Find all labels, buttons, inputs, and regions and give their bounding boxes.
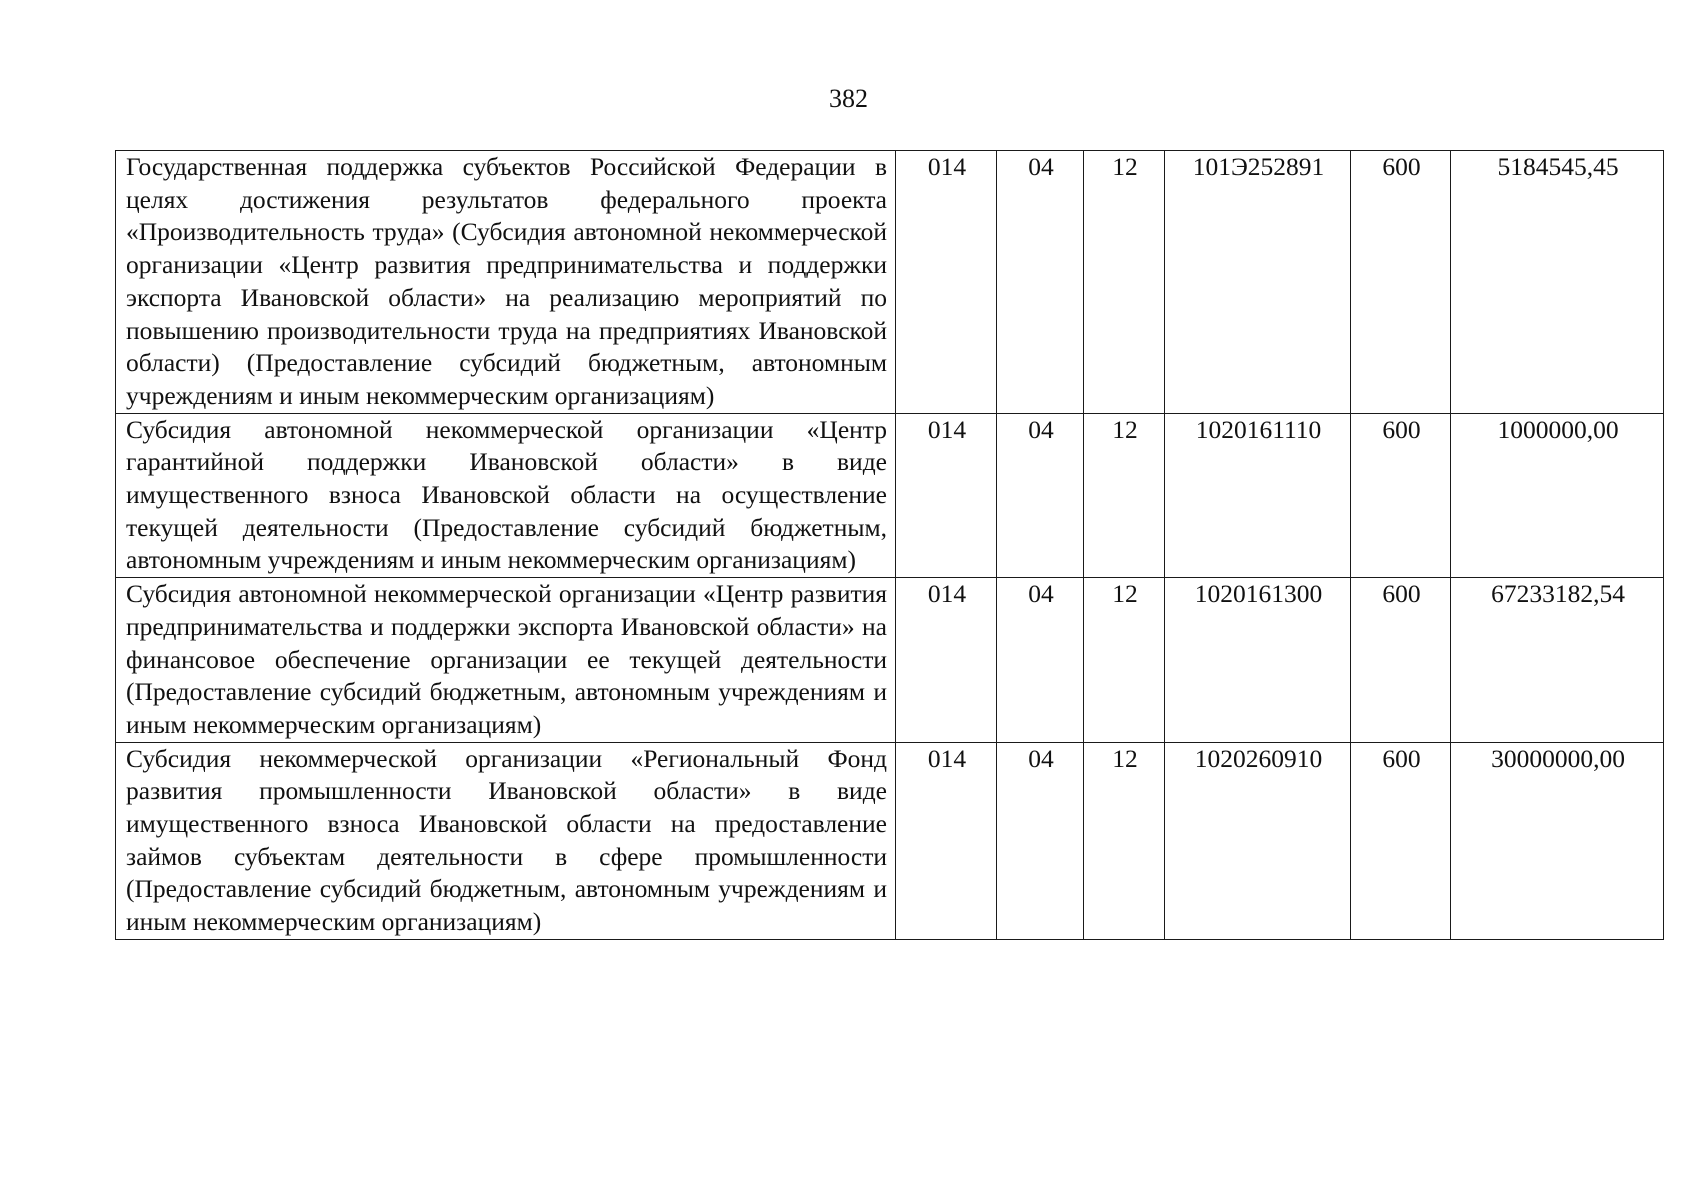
table-row	[116, 413, 1664, 578]
amount: 67233182,54	[1451, 578, 1664, 743]
ministry-code: 014	[896, 742, 997, 939]
subsection-code: 12	[1084, 578, 1165, 743]
page-number: 382	[829, 84, 868, 113]
table-row	[116, 578, 1664, 743]
section-code: 04	[997, 742, 1084, 939]
section-code: 04	[997, 578, 1084, 743]
subsection-code: 12	[1084, 413, 1165, 578]
section-code: 04	[997, 151, 1084, 414]
row-description: Субсидия автономной некоммерческой организации «Центр гарантийной поддержки Ивановской области» в виде имущественного взноса Ивановской области на осуществление текущей деятельности (Предоставление субсидий бюджетным, автономным учреждениям и иным некоммерческим организациям)	[116, 413, 896, 578]
expense-type-code: 600	[1351, 413, 1451, 578]
subsection-code: 12	[1084, 742, 1165, 939]
expense-type-code: 600	[1351, 151, 1451, 414]
row-description: Субсидия автономной некоммерческой организации «Центр развития предпринимательства и поддержки экспорта Ивановской области» на финансовое обеспечение организации ее текущей деятельности (Предоставление субсидий бюджетным, автономным учреждениям и иным некоммерческим организациям)	[116, 578, 896, 743]
expense-type-code: 600	[1351, 578, 1451, 743]
table-row	[116, 742, 1664, 939]
target-item-code: 1020260910	[1165, 742, 1351, 939]
subsection-code: 12	[1084, 151, 1165, 414]
table-row	[116, 151, 1664, 414]
section-code: 04	[997, 413, 1084, 578]
budget-table	[115, 150, 1664, 940]
row-description: Государственная поддержка субъектов Российской Федерации в целях достижения результатов федерального проекта «Производительность труда» (Субсидия автономной некоммерческой организации «Центр развития предпринимательства и поддержки экспорта Ивановской области» на реализацию мероприятий по повышению производительности труда на предприятиях Ивановской области) (Предоставление субсидий бюджетным, автономным учреждениям и иным некоммерческим организациям)	[116, 151, 896, 414]
amount: 5184545,45	[1451, 151, 1664, 414]
amount: 1000000,00	[1451, 413, 1664, 578]
ministry-code: 014	[896, 578, 997, 743]
target-item-code: 1020161300	[1165, 578, 1351, 743]
amount: 30000000,00	[1451, 742, 1664, 939]
ministry-code: 014	[896, 151, 997, 414]
target-item-code: 101Э252891	[1165, 151, 1351, 414]
expense-type-code: 600	[1351, 742, 1451, 939]
target-item-code: 1020161110	[1165, 413, 1351, 578]
row-description: Субсидия некоммерческой организации «Региональный Фонд развития промышленности Ивановской области» в виде имущественного взноса Ивановской области на предоставление займов субъектам деятельности в сфере промышленности (Предоставление субсидий бюджетным, автономным учреждениям и иным некоммерческим организациям)	[116, 742, 896, 939]
ministry-code: 014	[896, 413, 997, 578]
